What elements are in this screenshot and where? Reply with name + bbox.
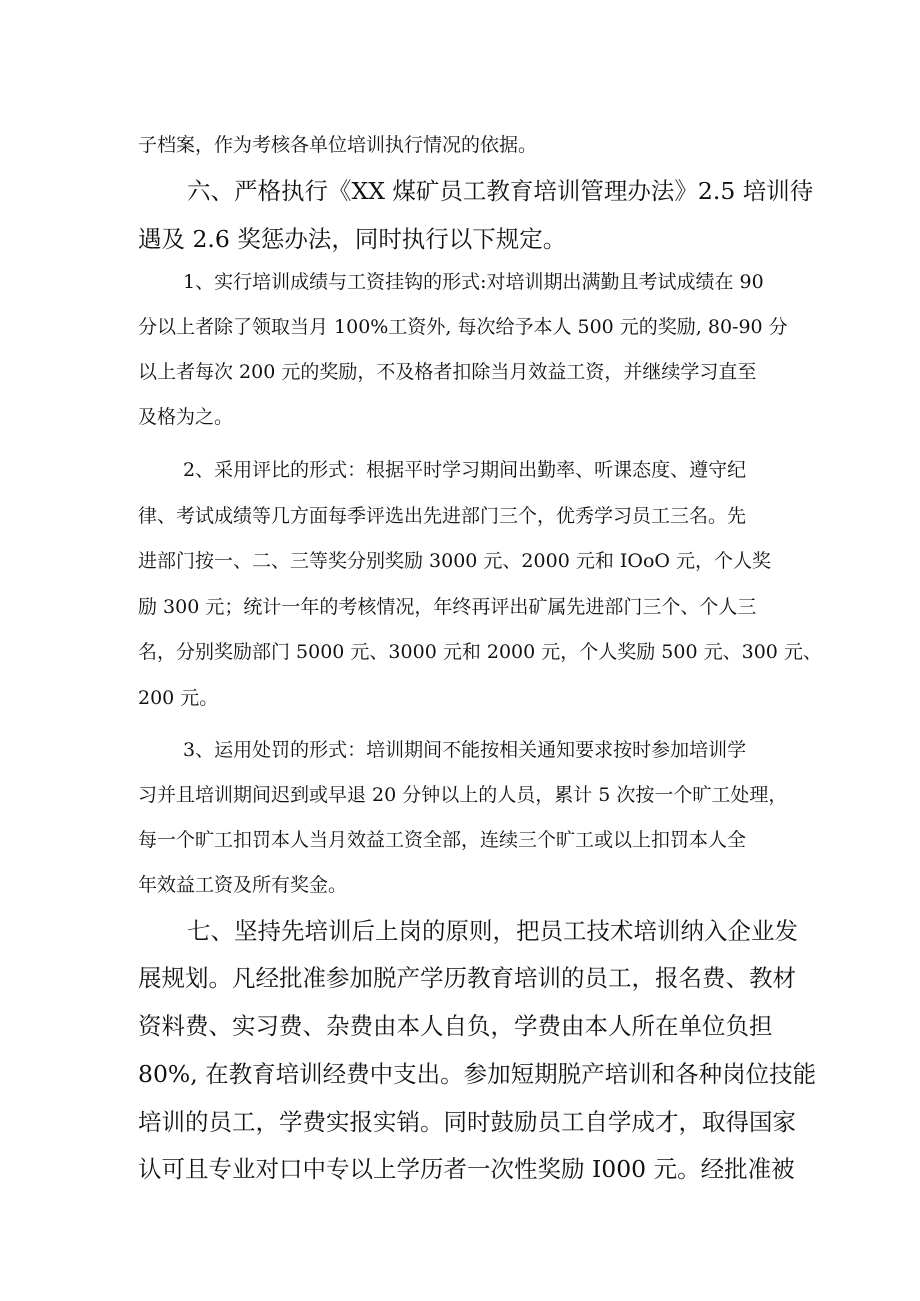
section7-line-3: 资料费、实习费、杂费由本人自负，学费由本人所在单位负担 <box>138 1012 773 1040</box>
item1-line-1: 1、实行培训成绩与工资挂钩的形式:对培训期出满勤且考试成绩在 90 <box>183 271 764 293</box>
item3-line-1: 3、运用处罚的形式：培训期间不能按相关通知要求按时参加培训学 <box>183 739 747 761</box>
section7-line-2: 展规划。凡经批准参加脱产学历教育培训的员工，报名费、教材 <box>138 964 796 992</box>
item1-line-2: 分以上者除了领取当月 100%工资外, 每次给予本人 500 元的奖励, 80-90 分 <box>138 316 788 338</box>
item3-line-4: 年效益工资及所有奖金。 <box>138 874 348 896</box>
item2-line-1: 2、采用评比的形式：根据平时学习期间出勤率、听课态度、遵守纪 <box>183 459 747 481</box>
item1-line-3: 以上者每次 200 元的奖励，不及格者扣除当月效益工资，并继续学习直至 <box>138 361 757 383</box>
item2-line-5: 名，分别奖励部门 5000 元、3000 元和 2000 元，个人奖励 500 元、300 元、 <box>138 641 822 663</box>
section7-line-6: 认可且专业对口中专以上学历者一次性奖励 I000 元。经批准被 <box>138 1155 795 1183</box>
item2-line-2: 律、考试成绩等几方面每季评选出先进部门三个，优秀学习员工三名。先 <box>138 505 747 527</box>
item3-line-2: 习并且培训期间迟到或早退 20 分钟以上的人员，累计 5 次按一个旷工处理， <box>138 784 788 806</box>
item2-line-4: 励 300 元；统计一年的考核情况，年终再评出矿属先进部门三个、个人三 <box>138 596 757 618</box>
item3-line-3: 每一个旷工扣罚本人当月效益工资全部，连续三个旷工或以上扣罚本人全 <box>138 829 747 851</box>
section7-line-4: 80%, 在教育培训经费中支出。参加短期脱产培训和各种岗位技能 <box>138 1060 817 1088</box>
item1-line-4: 及格为之。 <box>138 406 234 428</box>
section6-line-2: 遇及 2.6 奖惩办法，同时执行以下规定。 <box>138 225 567 253</box>
item2-line-6: 200 元。 <box>138 687 219 709</box>
intro-line-1: 子档案，作为考核各单位培训执行情况的依据。 <box>138 134 538 156</box>
section7-line-5: 培训的员工，学费实报实销。同时鼓励员工自学成才，取得国家 <box>138 1108 796 1136</box>
section7-line-1: 七、坚持先培训后上岗的原则，把员工技术培训纳入企业发 <box>187 917 798 945</box>
item2-line-3: 进部门按一、二、三等奖分别奖励 3000 元、2000 元和 IOoO 元，个人奖 <box>138 550 772 572</box>
section6-line-1: 六、严格执行《XX 煤矿员工教育培训管理办法》2.5 培训待 <box>187 177 814 205</box>
